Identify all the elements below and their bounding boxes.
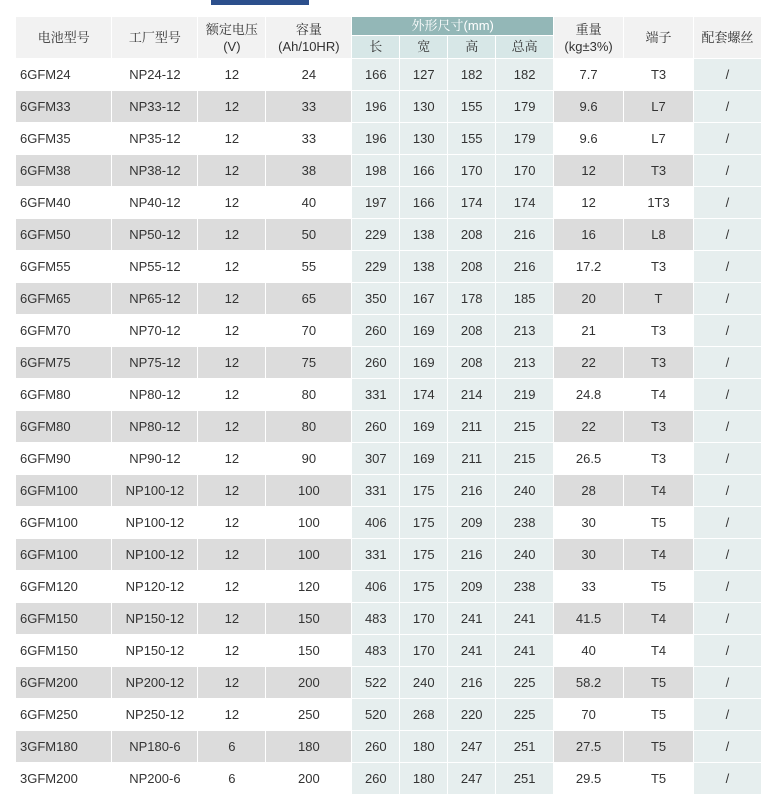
cell-terminal: T3 — [624, 443, 694, 475]
cell-length: 483 — [352, 635, 400, 667]
cell-total-height: 238 — [496, 571, 554, 603]
cell-voltage: 12 — [198, 539, 266, 571]
cell-factory-model: NP38-12 — [112, 155, 198, 187]
table-row — [16, 635, 762, 667]
cell-total-height: 240 — [496, 475, 554, 507]
cell-total-height: 241 — [496, 635, 554, 667]
cell-voltage: 12 — [198, 667, 266, 699]
cell-weight: 16 — [554, 219, 624, 251]
cell-voltage: 12 — [198, 603, 266, 635]
cell-terminal: T5 — [624, 699, 694, 731]
cell-weight: 22 — [554, 411, 624, 443]
cell-width: 170 — [400, 635, 448, 667]
header-length: 长 — [352, 36, 400, 59]
cell-height: 247 — [448, 731, 496, 763]
battery-spec-table — [16, 17, 762, 795]
cell-length: 406 — [352, 507, 400, 539]
cell-screw: / — [693, 443, 761, 475]
cell-factory-model: NP200-6 — [112, 763, 198, 795]
cell-width: 180 — [400, 731, 448, 763]
table-row — [16, 571, 762, 603]
header-weight: 重量 (kg±3%) — [554, 17, 624, 59]
cell-length: 522 — [352, 667, 400, 699]
cell-terminal: T3 — [624, 347, 694, 379]
cell-capacity: 150 — [266, 603, 352, 635]
cell-model: 6GFM100 — [16, 507, 112, 539]
cell-length: 331 — [352, 475, 400, 507]
cell-height: 214 — [448, 379, 496, 411]
cell-terminal: T5 — [624, 763, 694, 795]
cell-width: 174 — [400, 379, 448, 411]
cell-screw: / — [693, 571, 761, 603]
cell-height: 209 — [448, 571, 496, 603]
cell-factory-model: NP33-12 — [112, 91, 198, 123]
cell-voltage: 12 — [198, 123, 266, 155]
cell-height: 155 — [448, 123, 496, 155]
cell-width: 180 — [400, 763, 448, 795]
cell-total-height: 182 — [496, 59, 554, 91]
cell-voltage: 12 — [198, 347, 266, 379]
cell-model: 6GFM80 — [16, 379, 112, 411]
cell-screw: / — [693, 59, 761, 91]
table-row — [16, 699, 762, 731]
cell-factory-model: NP100-12 — [112, 475, 198, 507]
cell-length: 331 — [352, 379, 400, 411]
cell-capacity: 75 — [266, 347, 352, 379]
cell-terminal: T — [624, 283, 694, 315]
cell-width: 175 — [400, 571, 448, 603]
cell-weight: 20 — [554, 283, 624, 315]
header-total-height: 总高 — [496, 36, 554, 59]
header-dimensions: 外形尺寸(mm) — [352, 17, 554, 36]
top-tab-indicator — [211, 0, 309, 5]
cell-capacity: 100 — [266, 539, 352, 571]
cell-height: 241 — [448, 635, 496, 667]
cell-height: 241 — [448, 603, 496, 635]
cell-screw: / — [693, 347, 761, 379]
cell-voltage: 12 — [198, 699, 266, 731]
cell-width: 169 — [400, 411, 448, 443]
cell-voltage: 12 — [198, 507, 266, 539]
cell-screw: / — [693, 763, 761, 795]
cell-model: 6GFM120 — [16, 571, 112, 603]
cell-capacity: 50 — [266, 219, 352, 251]
cell-capacity: 100 — [266, 507, 352, 539]
cell-length: 166 — [352, 59, 400, 91]
cell-total-height: 185 — [496, 283, 554, 315]
cell-length: 229 — [352, 251, 400, 283]
table-row — [16, 379, 762, 411]
cell-voltage: 6 — [198, 731, 266, 763]
cell-capacity: 33 — [266, 123, 352, 155]
cell-height: 216 — [448, 475, 496, 507]
cell-height: 208 — [448, 251, 496, 283]
cell-factory-model: NP80-12 — [112, 379, 198, 411]
cell-length: 260 — [352, 315, 400, 347]
cell-height: 208 — [448, 347, 496, 379]
cell-weight: 40 — [554, 635, 624, 667]
cell-model: 6GFM35 — [16, 123, 112, 155]
cell-length: 260 — [352, 731, 400, 763]
cell-weight: 29.5 — [554, 763, 624, 795]
cell-factory-model: NP150-12 — [112, 635, 198, 667]
cell-total-height: 241 — [496, 603, 554, 635]
cell-width: 130 — [400, 123, 448, 155]
header-model: 电池型号 — [16, 17, 112, 59]
cell-width: 127 — [400, 59, 448, 91]
cell-height: 216 — [448, 539, 496, 571]
cell-total-height: 215 — [496, 411, 554, 443]
cell-weight: 58.2 — [554, 667, 624, 699]
cell-weight: 30 — [554, 539, 624, 571]
cell-length: 229 — [352, 219, 400, 251]
cell-voltage: 6 — [198, 763, 266, 795]
cell-height: 174 — [448, 187, 496, 219]
cell-screw: / — [693, 699, 761, 731]
cell-length: 196 — [352, 123, 400, 155]
cell-factory-model: NP250-12 — [112, 699, 198, 731]
cell-voltage: 12 — [198, 475, 266, 507]
cell-screw: / — [693, 411, 761, 443]
cell-terminal: 1T3 — [624, 187, 694, 219]
cell-height: 155 — [448, 91, 496, 123]
cell-total-height: 251 — [496, 731, 554, 763]
cell-terminal: L7 — [624, 91, 694, 123]
cell-weight: 17.2 — [554, 251, 624, 283]
cell-terminal: T3 — [624, 59, 694, 91]
cell-capacity: 55 — [266, 251, 352, 283]
cell-model: 6GFM150 — [16, 635, 112, 667]
cell-factory-model: NP24-12 — [112, 59, 198, 91]
cell-height: 216 — [448, 667, 496, 699]
cell-weight: 33 — [554, 571, 624, 603]
header-factory-model: 工厂型号 — [112, 17, 198, 59]
cell-screw: / — [693, 155, 761, 187]
cell-weight: 27.5 — [554, 731, 624, 763]
table-row — [16, 539, 762, 571]
cell-length: 483 — [352, 603, 400, 635]
table-row — [16, 411, 762, 443]
table-row — [16, 443, 762, 475]
cell-factory-model: NP70-12 — [112, 315, 198, 347]
cell-length: 350 — [352, 283, 400, 315]
table-row — [16, 59, 762, 91]
cell-height: 247 — [448, 763, 496, 795]
cell-factory-model: NP200-12 — [112, 667, 198, 699]
table-row — [16, 603, 762, 635]
cell-factory-model: NP40-12 — [112, 187, 198, 219]
cell-length: 260 — [352, 411, 400, 443]
cell-voltage: 12 — [198, 219, 266, 251]
cell-terminal: T3 — [624, 411, 694, 443]
cell-screw: / — [693, 187, 761, 219]
cell-total-height: 213 — [496, 315, 554, 347]
cell-voltage: 12 — [198, 315, 266, 347]
table-row — [16, 187, 762, 219]
cell-width: 166 — [400, 187, 448, 219]
cell-weight: 30 — [554, 507, 624, 539]
table-row — [16, 475, 762, 507]
cell-capacity: 65 — [266, 283, 352, 315]
cell-capacity: 120 — [266, 571, 352, 603]
cell-capacity: 180 — [266, 731, 352, 763]
cell-model: 6GFM100 — [16, 539, 112, 571]
table-row — [16, 91, 762, 123]
cell-height: 208 — [448, 315, 496, 347]
cell-width: 175 — [400, 507, 448, 539]
cell-terminal: T4 — [624, 603, 694, 635]
cell-capacity: 90 — [266, 443, 352, 475]
cell-capacity: 80 — [266, 379, 352, 411]
cell-voltage: 12 — [198, 251, 266, 283]
cell-voltage: 12 — [198, 571, 266, 603]
cell-width: 169 — [400, 347, 448, 379]
cell-terminal: T4 — [624, 539, 694, 571]
table-row — [16, 731, 762, 763]
cell-weight: 24.8 — [554, 379, 624, 411]
cell-factory-model: NP150-12 — [112, 603, 198, 635]
cell-height: 178 — [448, 283, 496, 315]
header-capacity: 容量 (Ah/10HR) — [266, 17, 352, 59]
cell-factory-model: NP80-12 — [112, 411, 198, 443]
table-row — [16, 667, 762, 699]
cell-terminal: T5 — [624, 667, 694, 699]
cell-weight: 28 — [554, 475, 624, 507]
cell-capacity: 200 — [266, 763, 352, 795]
cell-total-height: 215 — [496, 443, 554, 475]
cell-model: 6GFM24 — [16, 59, 112, 91]
cell-voltage: 12 — [198, 411, 266, 443]
cell-screw: / — [693, 731, 761, 763]
header-terminal: 端子 — [624, 17, 694, 59]
cell-height: 211 — [448, 443, 496, 475]
cell-factory-model: NP90-12 — [112, 443, 198, 475]
header-height: 高 — [448, 36, 496, 59]
header-screw: 配套螺丝 — [693, 17, 761, 59]
cell-total-height: 179 — [496, 123, 554, 155]
cell-terminal: T5 — [624, 731, 694, 763]
cell-terminal: T5 — [624, 571, 694, 603]
cell-model: 6GFM80 — [16, 411, 112, 443]
cell-total-height: 225 — [496, 667, 554, 699]
cell-weight: 7.7 — [554, 59, 624, 91]
table-row — [16, 507, 762, 539]
cell-capacity: 80 — [266, 411, 352, 443]
cell-terminal: T3 — [624, 155, 694, 187]
table-row — [16, 283, 762, 315]
cell-voltage: 12 — [198, 91, 266, 123]
cell-terminal: T4 — [624, 475, 694, 507]
cell-model: 6GFM33 — [16, 91, 112, 123]
cell-screw: / — [693, 539, 761, 571]
cell-factory-model: NP100-12 — [112, 539, 198, 571]
cell-factory-model: NP75-12 — [112, 347, 198, 379]
cell-factory-model: NP50-12 — [112, 219, 198, 251]
cell-screw: / — [693, 475, 761, 507]
cell-height: 220 — [448, 699, 496, 731]
table-row — [16, 219, 762, 251]
cell-voltage: 12 — [198, 59, 266, 91]
cell-terminal: L8 — [624, 219, 694, 251]
cell-terminal: L7 — [624, 123, 694, 155]
cell-total-height: 225 — [496, 699, 554, 731]
cell-weight: 41.5 — [554, 603, 624, 635]
table-row — [16, 123, 762, 155]
table-row — [16, 251, 762, 283]
cell-width: 130 — [400, 91, 448, 123]
header-width: 宽 — [400, 36, 448, 59]
table-row — [16, 315, 762, 347]
cell-capacity: 150 — [266, 635, 352, 667]
cell-capacity: 70 — [266, 315, 352, 347]
cell-width: 138 — [400, 219, 448, 251]
cell-factory-model: NP100-12 — [112, 507, 198, 539]
cell-factory-model: NP180-6 — [112, 731, 198, 763]
table-row — [16, 347, 762, 379]
cell-capacity: 100 — [266, 475, 352, 507]
cell-weight: 9.6 — [554, 123, 624, 155]
cell-width: 169 — [400, 315, 448, 347]
cell-height: 170 — [448, 155, 496, 187]
cell-model: 6GFM200 — [16, 667, 112, 699]
cell-total-height: 238 — [496, 507, 554, 539]
cell-voltage: 12 — [198, 155, 266, 187]
cell-total-height: 179 — [496, 91, 554, 123]
cell-screw: / — [693, 315, 761, 347]
cell-weight: 70 — [554, 699, 624, 731]
cell-screw: / — [693, 603, 761, 635]
cell-model: 6GFM38 — [16, 155, 112, 187]
cell-model: 6GFM50 — [16, 219, 112, 251]
cell-terminal: T4 — [624, 379, 694, 411]
cell-width: 268 — [400, 699, 448, 731]
cell-total-height: 213 — [496, 347, 554, 379]
cell-width: 167 — [400, 283, 448, 315]
cell-voltage: 12 — [198, 635, 266, 667]
cell-width: 170 — [400, 603, 448, 635]
cell-length: 331 — [352, 539, 400, 571]
cell-screw: / — [693, 91, 761, 123]
cell-length: 198 — [352, 155, 400, 187]
cell-voltage: 12 — [198, 443, 266, 475]
cell-screw: / — [693, 251, 761, 283]
header-voltage: 额定电压 (V) — [198, 17, 266, 59]
cell-voltage: 12 — [198, 283, 266, 315]
cell-screw: / — [693, 635, 761, 667]
cell-model: 6GFM150 — [16, 603, 112, 635]
cell-model: 3GFM180 — [16, 731, 112, 763]
cell-screw: / — [693, 219, 761, 251]
cell-terminal: T3 — [624, 315, 694, 347]
table-row — [16, 763, 762, 795]
table-row — [16, 155, 762, 187]
cell-weight: 21 — [554, 315, 624, 347]
cell-voltage: 12 — [198, 187, 266, 219]
cell-width: 240 — [400, 667, 448, 699]
cell-screw: / — [693, 507, 761, 539]
cell-screw: / — [693, 379, 761, 411]
cell-length: 406 — [352, 571, 400, 603]
cell-terminal: T3 — [624, 251, 694, 283]
cell-total-height: 219 — [496, 379, 554, 411]
cell-height: 208 — [448, 219, 496, 251]
cell-factory-model: NP65-12 — [112, 283, 198, 315]
cell-length: 197 — [352, 187, 400, 219]
cell-terminal: T4 — [624, 635, 694, 667]
cell-model: 6GFM90 — [16, 443, 112, 475]
cell-length: 520 — [352, 699, 400, 731]
cell-width: 175 — [400, 475, 448, 507]
cell-model: 6GFM100 — [16, 475, 112, 507]
cell-factory-model: NP35-12 — [112, 123, 198, 155]
cell-total-height: 170 — [496, 155, 554, 187]
cell-length: 196 — [352, 91, 400, 123]
cell-width: 166 — [400, 155, 448, 187]
cell-total-height: 251 — [496, 763, 554, 795]
cell-width: 138 — [400, 251, 448, 283]
cell-model: 6GFM65 — [16, 283, 112, 315]
cell-weight: 12 — [554, 155, 624, 187]
cell-height: 211 — [448, 411, 496, 443]
cell-capacity: 40 — [266, 187, 352, 219]
cell-model: 3GFM200 — [16, 763, 112, 795]
cell-model: 6GFM40 — [16, 187, 112, 219]
cell-model: 6GFM70 — [16, 315, 112, 347]
cell-width: 169 — [400, 443, 448, 475]
cell-height: 209 — [448, 507, 496, 539]
table-body — [16, 59, 762, 795]
cell-capacity: 24 — [266, 59, 352, 91]
cell-terminal: T5 — [624, 507, 694, 539]
cell-width: 175 — [400, 539, 448, 571]
cell-capacity: 250 — [266, 699, 352, 731]
cell-factory-model: NP120-12 — [112, 571, 198, 603]
cell-weight: 12 — [554, 187, 624, 219]
cell-total-height: 240 — [496, 539, 554, 571]
cell-factory-model: NP55-12 — [112, 251, 198, 283]
cell-screw: / — [693, 667, 761, 699]
cell-screw: / — [693, 283, 761, 315]
cell-model: 6GFM55 — [16, 251, 112, 283]
cell-total-height: 216 — [496, 219, 554, 251]
cell-voltage: 12 — [198, 379, 266, 411]
cell-capacity: 33 — [266, 91, 352, 123]
cell-capacity: 38 — [266, 155, 352, 187]
cell-height: 182 — [448, 59, 496, 91]
cell-weight: 26.5 — [554, 443, 624, 475]
cell-weight: 22 — [554, 347, 624, 379]
cell-length: 307 — [352, 443, 400, 475]
cell-length: 260 — [352, 763, 400, 795]
cell-screw: / — [693, 123, 761, 155]
cell-weight: 9.6 — [554, 91, 624, 123]
cell-model: 6GFM75 — [16, 347, 112, 379]
cell-length: 260 — [352, 347, 400, 379]
cell-total-height: 174 — [496, 187, 554, 219]
cell-total-height: 216 — [496, 251, 554, 283]
cell-model: 6GFM250 — [16, 699, 112, 731]
cell-capacity: 200 — [266, 667, 352, 699]
